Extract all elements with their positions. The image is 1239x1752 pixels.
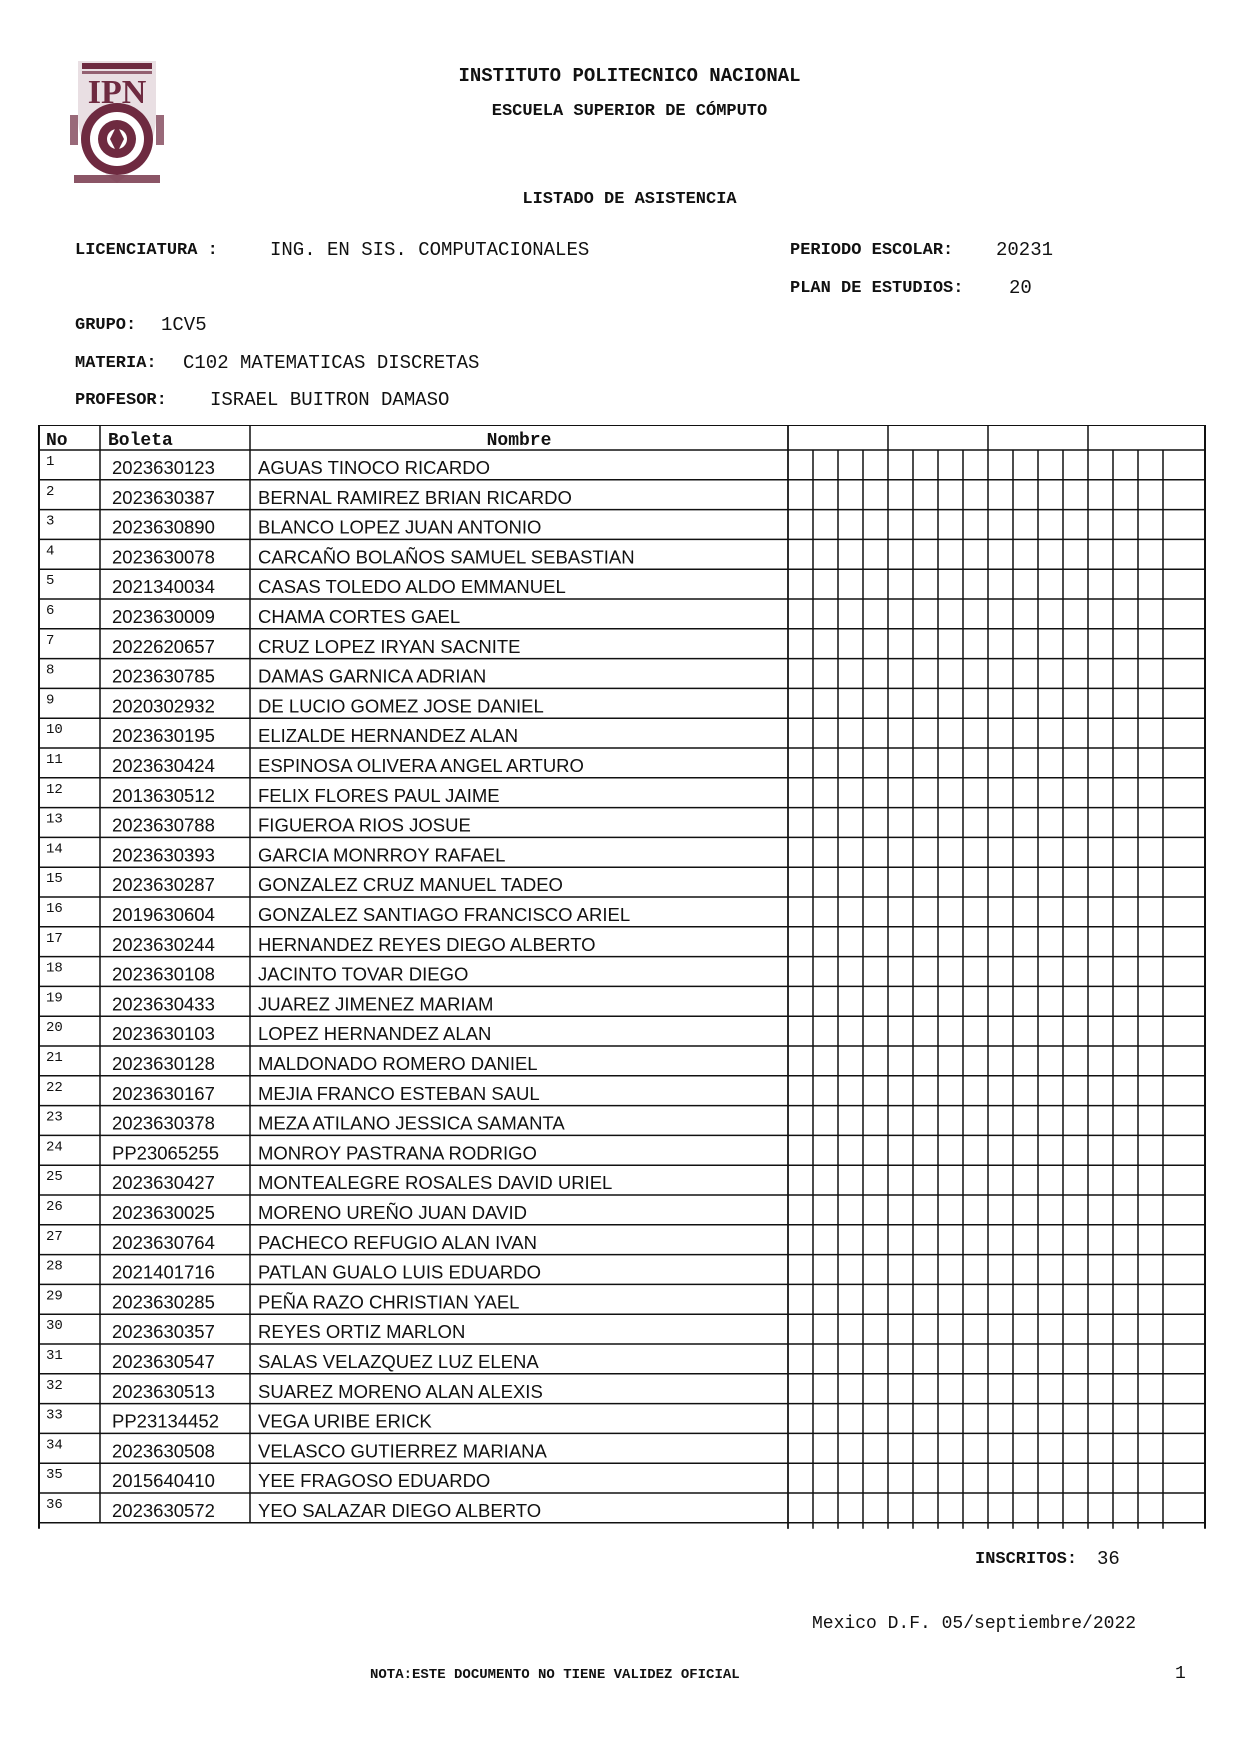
student-name: MEJIA FRANCO ESTEBAN SAUL <box>258 1082 540 1104</box>
row-number: 9 <box>46 692 55 709</box>
student-name: REYES ORTIZ MARLON <box>258 1321 466 1343</box>
student-boleta: 2023630128 <box>112 1053 215 1074</box>
row-number: 17 <box>46 930 63 947</box>
student-name: PATLAN GUALO LUIS EDUARDO <box>258 1261 542 1283</box>
column-header-boleta: Boleta <box>108 431 173 451</box>
inscritos-label: INSCRITOS: <box>975 1550 1078 1569</box>
student-name: VELASCO GUTIERREZ MARIANA <box>258 1440 547 1462</box>
student-boleta: 2023630788 <box>112 814 215 836</box>
student-name: HERNANDEZ REYES DIEGO ALBERTO <box>258 933 596 955</box>
row-number: 16 <box>46 901 63 917</box>
student-name: GONZALEZ SANTIAGO FRANCISCO ARIEL <box>258 904 631 925</box>
student-name: MEZA ATILANO JESSICA SAMANTA <box>258 1112 565 1134</box>
student-name: BERNAL RAMIREZ BRIAN RICARDO <box>258 486 572 508</box>
grupo-value: 1CV5 <box>161 314 207 336</box>
school-name: ESCUELA SUPERIOR DE CÓMPUTO <box>491 102 768 121</box>
student-boleta: 2023630427 <box>112 1172 215 1194</box>
student-name: SUAREZ MORENO ALAN ALEXIS <box>258 1380 543 1402</box>
student-name: AGUAS TINOCO RICARDO <box>258 457 490 478</box>
student-name: GONZALEZ CRUZ MANUEL TADEO <box>258 874 563 896</box>
row-number: 31 <box>46 1348 63 1364</box>
student-boleta: 2023630123 <box>112 457 215 478</box>
student-boleta: 2023630513 <box>112 1380 215 1402</box>
row-number: 1 <box>46 454 55 470</box>
materia-value: C102 MATEMATICAS DISCRETAS <box>183 352 480 374</box>
student-name: PEÑA RAZO CHRISTIAN YAEL <box>258 1291 520 1313</box>
row-number: 15 <box>46 871 63 888</box>
row-number: 19 <box>46 990 63 1007</box>
materia-label: MATERIA: <box>75 354 157 373</box>
row-number: 11 <box>46 752 63 768</box>
row-number: 20 <box>46 1020 63 1037</box>
student-boleta: 2023630025 <box>112 1202 215 1223</box>
student-boleta: 2020302932 <box>112 695 215 717</box>
student-name: MORENO UREÑO JUAN DAVID <box>258 1202 527 1223</box>
student-boleta: 2023630547 <box>112 1351 215 1372</box>
row-number: 24 <box>46 1139 63 1156</box>
student-boleta: 2023630508 <box>112 1440 215 1462</box>
row-number: 23 <box>46 1109 63 1126</box>
document-title: LISTADO DE ASISTENCIA <box>522 190 737 209</box>
row-number: 3 <box>46 513 55 530</box>
periodo-label: PERIODO ESCOLAR: <box>790 241 954 260</box>
student-name: CRUZ LOPEZ IRYAN SACNITE <box>258 635 521 657</box>
student-name: YEO SALAZAR DIEGO ALBERTO <box>258 1500 542 1521</box>
student-boleta: 2022620657 <box>112 635 215 657</box>
student-name: JUAREZ JIMENEZ MARIAM <box>258 993 494 1015</box>
profesor-label: PROFESOR: <box>75 391 167 410</box>
inscritos-value: 36 <box>1097 1548 1120 1570</box>
row-number: 26 <box>46 1199 63 1215</box>
row-number: 25 <box>46 1169 63 1186</box>
student-boleta: 2023630244 <box>112 933 215 955</box>
row-number: 36 <box>46 1497 63 1513</box>
profesor-value: ISRAEL BUITRON DAMASO <box>210 389 450 411</box>
student-boleta: 2023630009 <box>112 606 215 627</box>
periodo-value: 20231 <box>996 239 1054 261</box>
student-boleta: 2021401716 <box>112 1261 215 1283</box>
licenciatura-label: LICENCIATURA : <box>75 241 218 260</box>
licenciatura-value: ING. EN SIS. COMPUTACIONALES <box>270 239 590 261</box>
plan-label: PLAN DE ESTUDIOS: <box>790 279 964 298</box>
student-name: BLANCO LOPEZ JUAN ANTONIO <box>258 516 542 538</box>
row-number: 12 <box>46 781 63 798</box>
student-boleta: 2023630195 <box>112 725 215 747</box>
logo-text: IPN <box>87 74 147 111</box>
column-header-no: No <box>46 431 68 451</box>
student-boleta: 2023630378 <box>112 1112 215 1134</box>
institution-name: INSTITUTO POLITECNICO NACIONAL <box>458 65 801 87</box>
student-boleta: PP23065255 <box>112 1142 219 1164</box>
student-name: ELIZALDE HERNANDEZ ALAN <box>258 725 519 747</box>
student-boleta: 2023630285 <box>112 1291 215 1313</box>
student-name: MONTEALEGRE ROSALES DAVID URIEL <box>258 1172 613 1194</box>
student-boleta: 2023630078 <box>112 546 215 568</box>
row-number: 7 <box>46 632 55 649</box>
row-number: 28 <box>46 1258 63 1275</box>
disclaimer-note: NOTA:ESTE DOCUMENTO NO TIENE VALIDEZ OFICIAL <box>370 1667 740 1683</box>
row-number: 18 <box>46 960 63 977</box>
student-name: MONROY PASTRANA RODRIGO <box>258 1142 537 1164</box>
student-name: GARCIA MONRROY RAFAEL <box>258 844 506 866</box>
student-boleta: 2023630387 <box>112 486 215 508</box>
student-name: SALAS VELAZQUEZ LUZ ELENA <box>258 1351 539 1372</box>
plan-value: 20 <box>1009 277 1032 299</box>
row-number: 22 <box>46 1079 63 1096</box>
student-name: FELIX FLORES PAUL JAIME <box>258 784 500 806</box>
student-boleta: PP23134452 <box>112 1410 219 1432</box>
student-boleta: 2023630424 <box>112 755 215 776</box>
attendance-table <box>38 425 1207 1529</box>
student-name: VEGA URIBE ERICK <box>258 1410 432 1432</box>
student-boleta: 2023630167 <box>112 1082 215 1104</box>
student-name: PACHECO REFUGIO ALAN IVAN <box>258 1231 537 1253</box>
student-boleta: 2023630890 <box>112 516 215 538</box>
student-name: CASAS TOLEDO ALDO EMMANUEL <box>258 576 566 598</box>
row-number: 29 <box>46 1288 63 1305</box>
student-boleta: 2013630512 <box>112 784 215 806</box>
row-number: 10 <box>46 722 63 739</box>
student-boleta: 2023630393 <box>112 844 215 866</box>
page-number: 1 <box>1175 1664 1186 1684</box>
row-number: 2 <box>46 483 55 500</box>
student-name: ESPINOSA OLIVERA ANGEL ARTURO <box>258 755 584 776</box>
student-boleta: 2023630785 <box>112 665 215 687</box>
row-number: 21 <box>46 1050 63 1066</box>
row-number: 33 <box>46 1407 63 1424</box>
student-boleta: 2023630287 <box>112 874 215 896</box>
student-name: DE LUCIO GOMEZ JOSE DANIEL <box>258 695 544 717</box>
row-number: 6 <box>46 603 55 619</box>
student-boleta: 2023630108 <box>112 963 215 985</box>
student-name: LOPEZ HERNANDEZ ALAN <box>258 1023 492 1045</box>
row-number: 35 <box>46 1467 63 1484</box>
student-name: MALDONADO ROMERO DANIEL <box>258 1053 538 1074</box>
row-number: 27 <box>46 1228 63 1245</box>
student-name: CARCAÑO BOLAÑOS SAMUEL SEBASTIAN <box>258 546 635 568</box>
student-name: DAMAS GARNICA ADRIAN <box>258 665 487 687</box>
student-boleta: 2023630357 <box>112 1321 215 1343</box>
row-number: 32 <box>46 1377 63 1394</box>
student-name: FIGUEROA RIOS JOSUE <box>258 814 471 836</box>
student-boleta: 2023630433 <box>112 993 215 1015</box>
student-boleta: 2023630764 <box>112 1231 215 1253</box>
student-name: CHAMA CORTES GAEL <box>258 606 461 627</box>
grupo-label: GRUPO: <box>75 316 137 335</box>
student-name: JACINTO TOVAR DIEGO <box>258 963 469 985</box>
student-name: YEE FRAGOSO EDUARDO <box>258 1470 491 1492</box>
student-boleta: 2023630103 <box>112 1023 215 1045</box>
student-boleta: 2015640410 <box>112 1470 215 1492</box>
row-number: 4 <box>46 543 55 560</box>
student-boleta: 2023630572 <box>112 1500 215 1521</box>
student-boleta: 2021340034 <box>112 576 215 598</box>
row-number: 30 <box>46 1318 63 1335</box>
row-number: 5 <box>46 573 55 590</box>
row-number: 14 <box>46 841 63 858</box>
student-boleta: 2019630604 <box>112 904 215 925</box>
place-date: Mexico D.F. 05/septiembre/2022 <box>812 1614 1137 1634</box>
column-header-nombre: Nombre <box>486 431 552 451</box>
row-number: 13 <box>46 811 63 828</box>
row-number: 34 <box>46 1437 63 1454</box>
row-number: 8 <box>46 662 55 679</box>
